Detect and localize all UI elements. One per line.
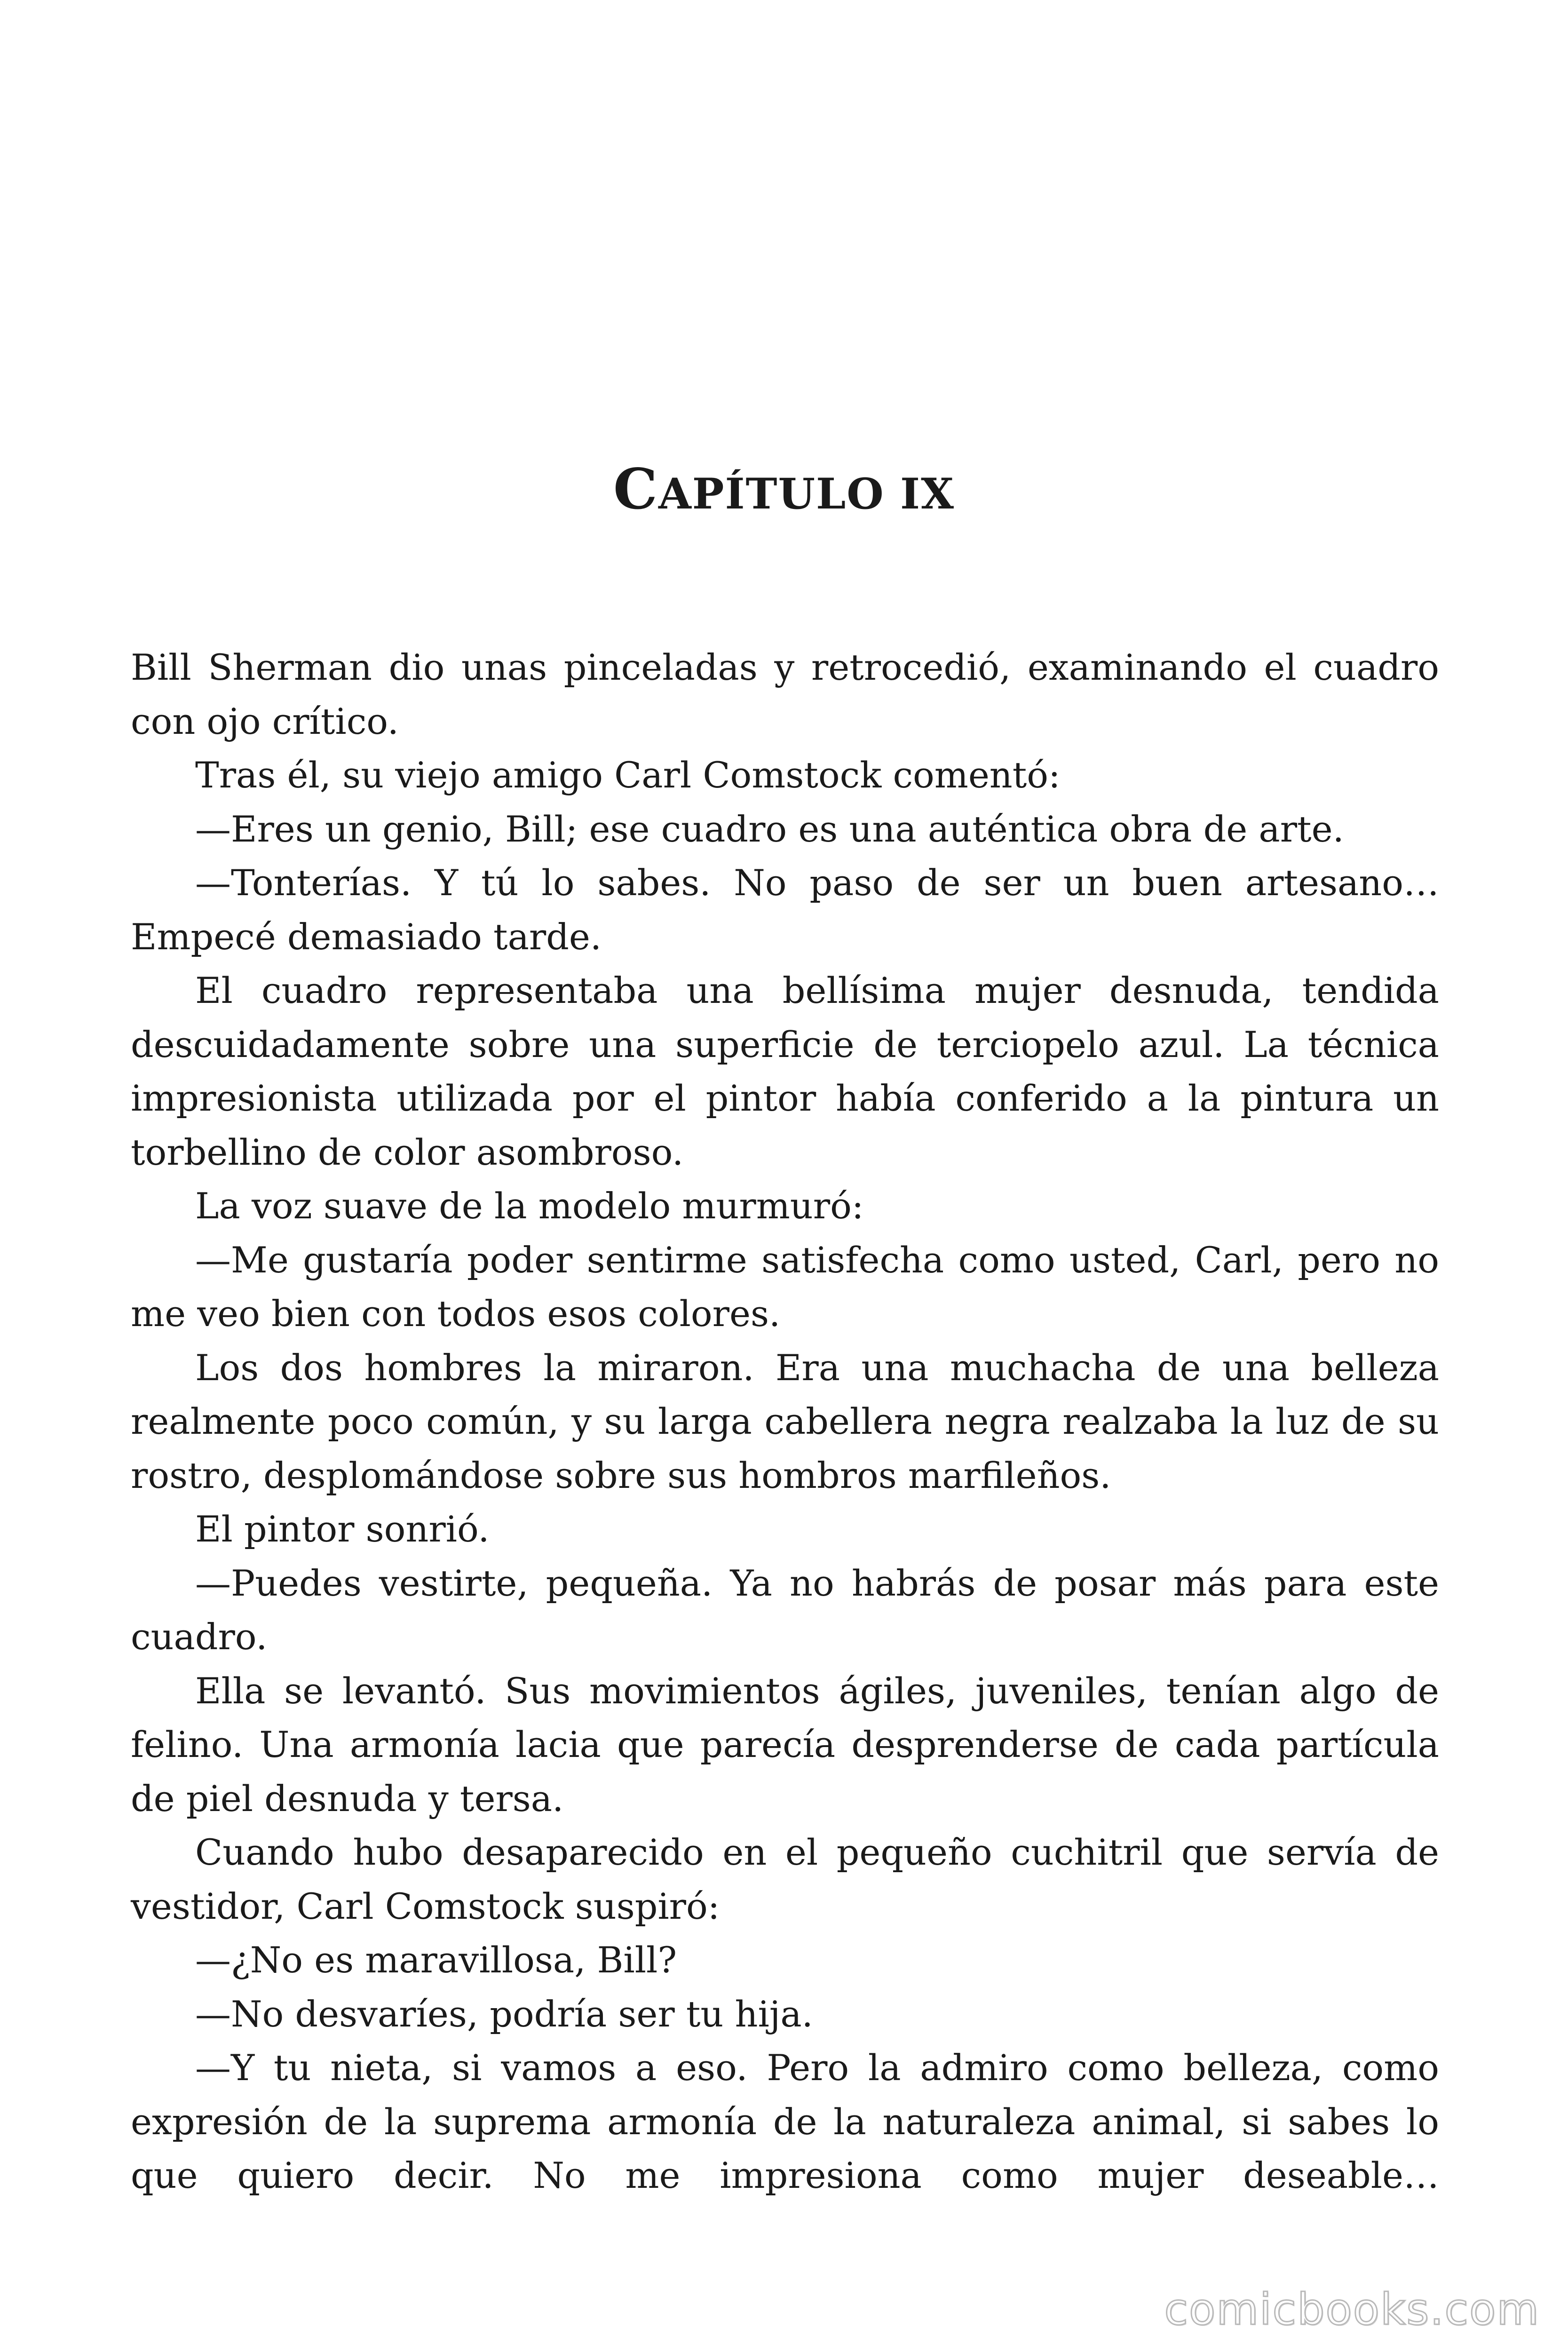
paragraph: —¿No es maravillosa, Bill? [195,1939,677,1981]
paragraph: —Y tu nieta, si vamos a eso. Pero la admiro como belleza, como expresión de la suprema armonía de la naturaleza animal, si sabes lo que quiero decir. No me impresiona como mujer deseable… [131,2047,1439,2196]
paragraph: El pintor sonrió. [195,1508,490,1550]
paragraph: La voz suave de la modelo murmuró: [195,1185,864,1227]
paragraph: —Tonterías. Y tú lo sabes. No paso de ser un buen artesano… Empecé demasiado tarde. [131,862,1439,958]
paragraph: —Puedes vestirte, pequeña. Ya no habrás de posar más para este cuadro. [131,1562,1439,1658]
chapter-title [0,454,1568,529]
chapter-title-rest: APÍTULO IX [658,469,955,519]
paragraph: Ella se levantó. Sus movimientos ágiles, juveniles, tenían algo de felino. Una armonía lacia que parecía desprenderse de cada partícula de piel desnuda y tersa. [131,1669,1439,1820]
watermark: comicbooks.com [1164,2284,1540,2335]
chapter-title-initial: C [613,456,658,522]
paragraph: Los dos hombres la miraron. Era una muchacha de una belleza realmente poco común, y su larga cabellera negra realzaba la luz de su rostro, desplomándose sobre sus hombros marfileños. [131,1346,1439,1496]
chapter-body [131,641,1439,2203]
paragraph: El cuadro representaba una bellísima mujer desnuda, tendida descuidadamente sobre una superficie de terciopelo azul. La técnica impresionista utilizada por el pintor había conferido a la pintura un torbellino de color asombroso. [131,969,1439,1173]
paragraph: Tras él, su viejo amigo Carl Comstock comentó: [195,754,1061,796]
paragraph: Cuando hubo desaparecido en el pequeño cuchitril que servía de vestidor, Carl Comstock suspiró: [131,1831,1439,1927]
paragraph: —No desvaríes, podría ser tu hija. [195,1993,813,2035]
paragraph: —Eres un genio, Bill; ese cuadro es una auténtica obra de arte. [195,808,1344,850]
paragraph: —Me gustaría poder sentirme satisfecha como usted, Carl, pero no me veo bien con todos esos colores. [131,1239,1439,1335]
paragraph: Bill Sherman dio unas pinceladas y retrocedió, examinando el cuadro con ojo crítico. [131,646,1439,742]
